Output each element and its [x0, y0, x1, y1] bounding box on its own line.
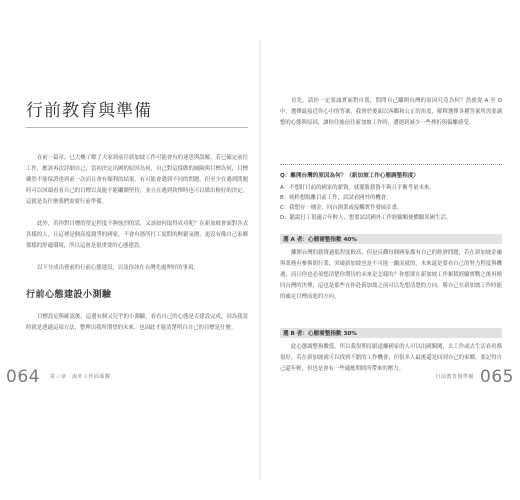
section-paragraph: 目標設定與確認後，這邊有個又兒乎的小測驗，看看自己的心態是否建設完成，因為我當時就是透過這項方法，整理出我所期望的未來，也因此才能清楚明白自己的目標是什麼。	[26, 314, 248, 331]
quiz-box	[280, 164, 502, 223]
page-number-left: 064	[6, 367, 40, 387]
quiz-option-b: B：純粹想脫離目前工作，試試看國外的機會。	[280, 195, 392, 201]
chapter-title: 行前教育與準備	[26, 101, 152, 121]
result-b-label: 選 B 者：心態需整指數 30%	[283, 331, 357, 337]
result-a-band	[280, 234, 502, 244]
quiz-option-a: A：不想盯目前的國家的薪資，就擺脫薪資不夠且平衡考量未來。	[280, 185, 435, 191]
body-paragraph-1: 在前一篇章，已大概了解了大家到前往新加坡工作可能會有的迷思與誤解，若已確定前往工作，應該再次詳細自己，當初決定出國的原因為何，自己對這樣做的風險與目標為何，目標雖然不能保證達到前一次而且會有順利的結果，有可能會遇到不同的問題，但至少在遇到問題時可以回頭看看自己的目標以及能不能繼續堅持，並且在遇到抉擇時也可以做出較好的決定，這就是為什麼我們需要行前準備。	[26, 155, 248, 205]
body-paragraph-3: 以下分成出發前的行前心態建設，以及你該在台灣先處理好的事項。	[37, 265, 199, 271]
page-number-right: 065	[480, 367, 514, 387]
result-b-band	[280, 328, 502, 338]
body-paragraph-2: 此外，若你對目標的堅定程度不夠強烈的話，又該如何取得成功呢？在新加坡會面對各式各樣的人，且這裡是個高度競爭的國家，不會有憑所打工度假的輕鬆氛圍，更沒有像自己家鄉那樣的舒適環境，所以這會是很重要的心態建設。	[26, 221, 248, 249]
title-divider	[26, 127, 248, 128]
quiz-option-c: C：我想存一桶金，回台創業或接觸實作發展計畫。	[280, 205, 403, 211]
result-b-text: 此心態調整指數低，所以我很期待跟遠離國家的人可以出國闖闖，去工作或去生活看看都很好，若在新加坡就可以找到不錯的工作機會，但很多人最後還是回到自己的家鄉，要記得自己還年輕，但也是會有一些適應期間所帶來的壓力。	[280, 344, 502, 372]
result-a-text: 離開台灣的薪資過低程度較高，但是反觀每個國家都有自己的經濟問題，若在新加坡金融與業務有參與間行業，突破新加坡也是不可能一蹴而就的，未來還是要看自己的努力程度與機遇，而且你也必須想清楚你期待的未來是怎樣的？你想要在新加坡工作累積經驗實戰之後再換回台灣的決擇，這也是那些在你赴新加坡之前可以先想清楚的方向，勝自己在新加坡工作時能的確定目標前進的方向。	[280, 250, 502, 300]
left-page	[0, 0, 258, 500]
quiz-option-d: D：聽說打工很適合年輕人，想要試試國外工作經驗順便體驗異國生活。	[280, 215, 452, 221]
running-head-right: 行前教育與準備	[435, 374, 474, 380]
result-a-label: 選 A 者：心態需整指數 40%	[283, 237, 357, 243]
quiz-question: Q：離開台灣的原因為何？（新加坡工作心態調整程度）	[280, 173, 420, 179]
section-heading: 行前心態建設小測驗	[26, 290, 112, 300]
running-head-left: 第三章 海外工作面面觀	[50, 374, 111, 380]
intro-paragraph: 首先，請你一定要誠實面對自我，問問自己離開台灣的原因究竟為何？然後從 A 至 D 中，選擇最接近你心中的答案，我會於後面以客觀和公正的角度，解釋選擇各種答案所需要調整的心態與原因，讓你往後前往新加坡工作時，遭遇到減少一些挫折與偏離感受。	[280, 98, 502, 126]
right-page	[262, 0, 520, 500]
